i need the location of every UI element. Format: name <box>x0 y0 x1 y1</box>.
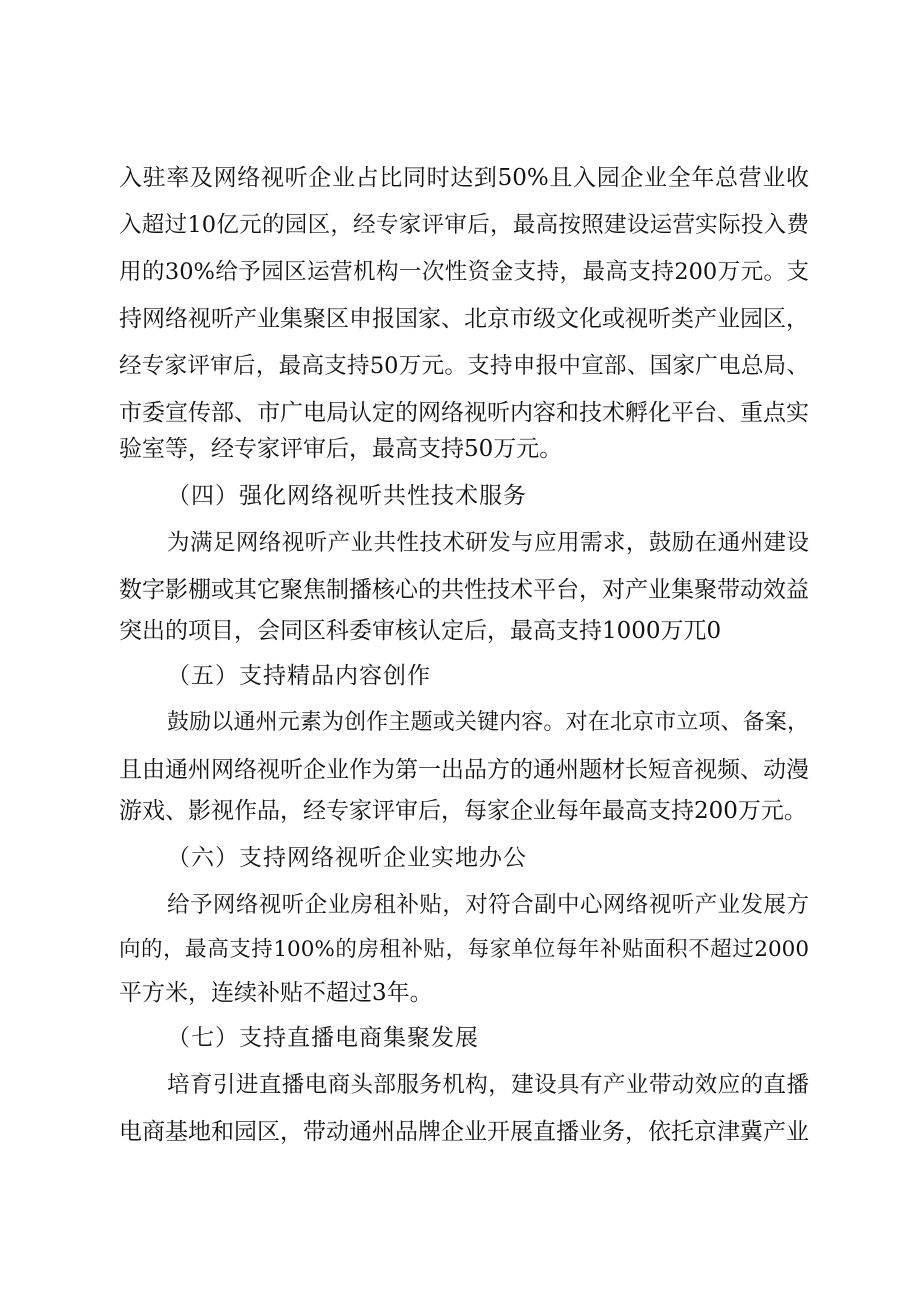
paragraph-line: 给予网络视听企业房租补贴，对符合副中心网络视听产业发展方 <box>167 892 809 918</box>
paragraph-line: 验室等，经专家评审后，最高支持50万元。 <box>119 436 563 462</box>
paragraph-line: 为满足网络视听产业共性技术研发与应用需求，鼓励在通州建设 <box>167 530 809 556</box>
paragraph-line: 用的30%给予园区运营机构一次性资金支持，最高支持200万元。支 <box>119 259 809 285</box>
section-heading-5: （五）支持精品内容创作 <box>167 663 431 689</box>
paragraph-line: 且由通州网络视听企业作为第一出品方的通州题材长短音视频、动漫 <box>119 757 809 783</box>
paragraph-line: 平方米，连续补贴不超过3年。 <box>119 980 433 1006</box>
paragraph-line: 电商基地和园区，带动通州品牌企业开展直播业务，依托京津冀产业 <box>119 1119 809 1145</box>
paragraph-line: 市委宣传部、市广电局认定的网络视听内容和技术孵化平台、重点实 <box>119 400 809 426</box>
paragraph-line: 鼓励以通州元素为创作主题或关键内容。对在北京市立项、备案， <box>167 710 809 735</box>
paragraph-line: 突出的项目，会同区科委审核认定后，最高支持1000万兀0 <box>119 618 722 644</box>
paragraph-line: 持网络视听产业集聚区申报国家、北京市级文化或视听类产业园区， <box>119 306 809 332</box>
section-heading-6: （六）支持网络视听企业实地办公 <box>167 845 527 871</box>
paragraph-line: 经专家评审后，最高支持50万元。支持申报中宣部、国家广电总局、 <box>119 353 809 379</box>
paragraph-line: 向的，最高支持100%的房租补贴，每家单位每年补贴面积不超过2000 <box>119 937 809 962</box>
section-heading-7: （七）支持直播电商集聚发展 <box>167 1025 479 1051</box>
paragraph-line: 入超过10亿元的园区，经专家评审后，最高按照建设运营实际投入费 <box>119 212 809 238</box>
paragraph-line: 入驻率及网络视听企业占比同时达到50%且入园企业全年总营业收 <box>119 165 809 191</box>
paragraph-line: 游戏、影视作品，经专家评审后，每家企业每年最高支持200万元。 <box>119 798 807 824</box>
paragraph-line: 培育引进直播电商头部服务机构，建设具有产业带动效应的直播 <box>167 1072 809 1098</box>
section-heading-4: （四）强化网络视听共性技术服务 <box>167 483 527 509</box>
paragraph-line: 数字影棚或其它聚焦制播核心的共性技术平台，对产业集聚带动效益 <box>119 577 809 603</box>
